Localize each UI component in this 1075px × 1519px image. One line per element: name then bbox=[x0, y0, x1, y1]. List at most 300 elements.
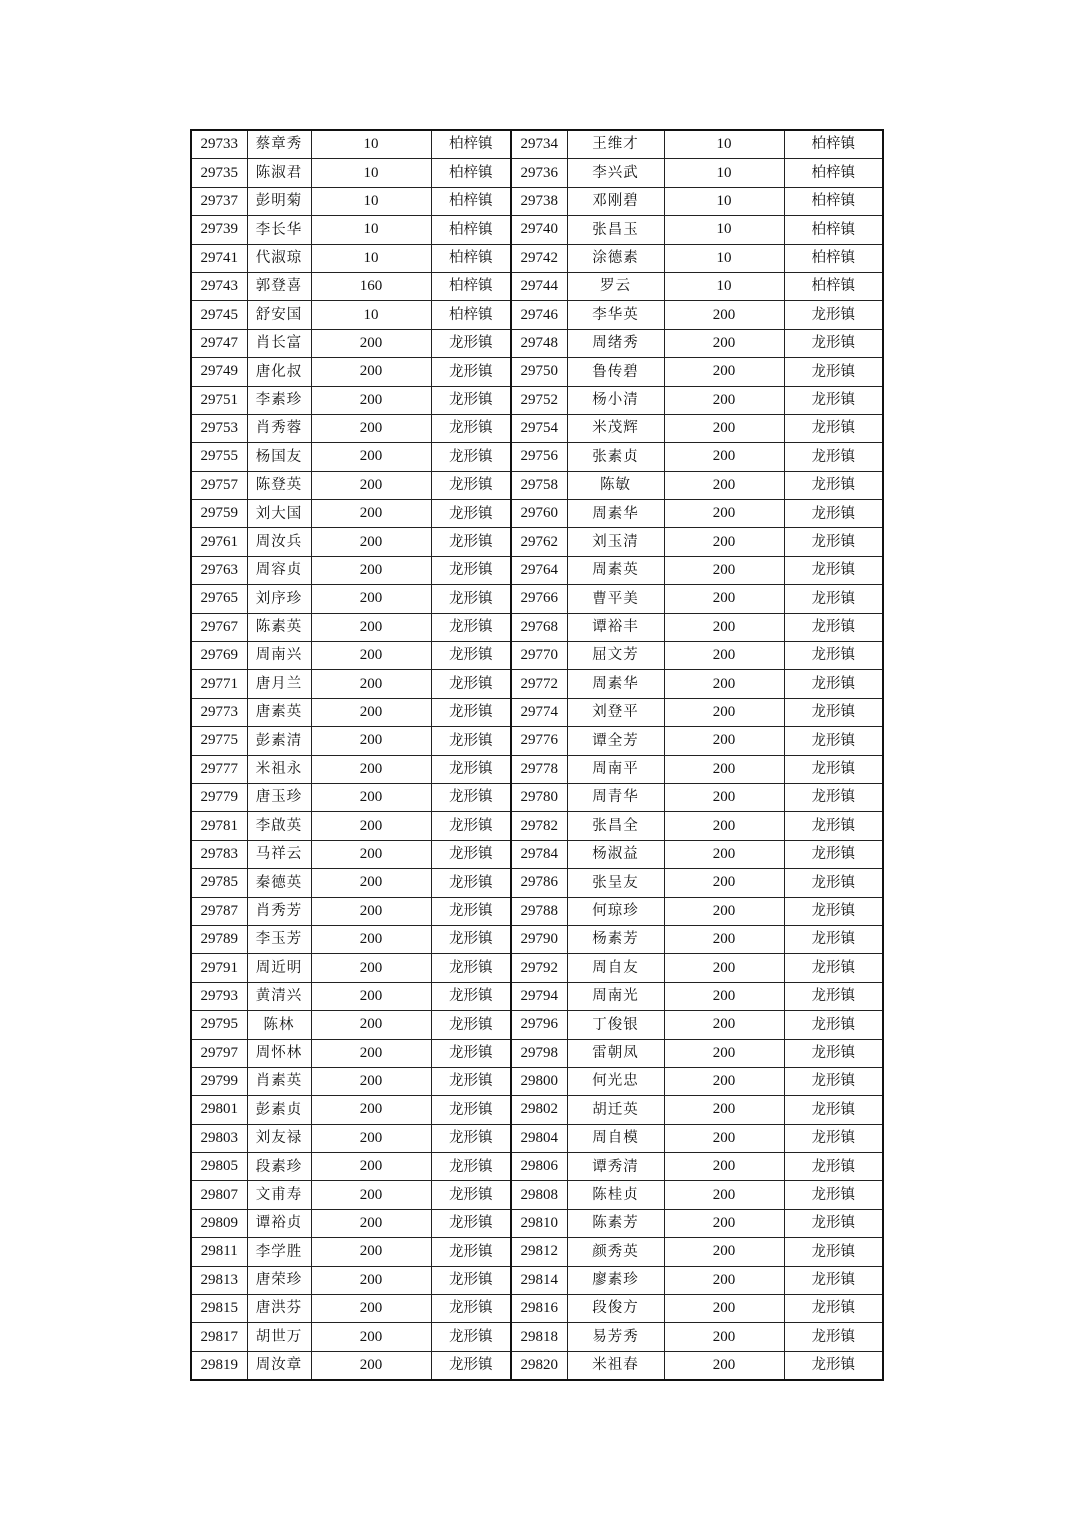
right-person-name: 罗云 bbox=[567, 272, 664, 300]
right-town: 龙形镇 bbox=[784, 670, 883, 698]
table-row bbox=[191, 1096, 883, 1124]
left-record-id: 29737 bbox=[191, 187, 247, 215]
right-amount: 200 bbox=[664, 1238, 784, 1266]
left-town: 龙形镇 bbox=[431, 954, 511, 982]
right-person-name: 周素华 bbox=[567, 500, 664, 528]
left-town: 龙形镇 bbox=[431, 1209, 511, 1237]
right-person-name: 陈素芳 bbox=[567, 1209, 664, 1237]
right-town: 龙形镇 bbox=[784, 1351, 883, 1380]
right-person-name: 李兴武 bbox=[567, 159, 664, 187]
table-row bbox=[191, 698, 883, 726]
left-person-name: 黄清兴 bbox=[247, 982, 311, 1010]
table-row bbox=[191, 301, 883, 329]
left-town: 龙形镇 bbox=[431, 812, 511, 840]
right-record-id: 29780 bbox=[511, 783, 567, 811]
right-person-name: 何琼珍 bbox=[567, 897, 664, 925]
left-person-name: 陈淑君 bbox=[247, 159, 311, 187]
left-person-name: 彭素贞 bbox=[247, 1096, 311, 1124]
right-person-name: 丁俊银 bbox=[567, 1011, 664, 1039]
table-row bbox=[191, 755, 883, 783]
right-amount: 200 bbox=[664, 727, 784, 755]
right-person-name: 鲁传碧 bbox=[567, 358, 664, 386]
left-record-id: 29819 bbox=[191, 1351, 247, 1380]
right-record-id: 29816 bbox=[511, 1295, 567, 1323]
right-person-name: 屈文芳 bbox=[567, 642, 664, 670]
right-person-name: 何光忠 bbox=[567, 1067, 664, 1095]
left-person-name: 彭明菊 bbox=[247, 187, 311, 215]
right-record-id: 29760 bbox=[511, 500, 567, 528]
right-record-id: 29808 bbox=[511, 1181, 567, 1209]
left-town: 龙形镇 bbox=[431, 500, 511, 528]
right-town: 龙形镇 bbox=[784, 869, 883, 897]
left-record-id: 29755 bbox=[191, 443, 247, 471]
right-amount: 200 bbox=[664, 556, 784, 584]
right-record-id: 29766 bbox=[511, 585, 567, 613]
table-row bbox=[191, 443, 883, 471]
right-town: 龙形镇 bbox=[784, 1124, 883, 1152]
left-record-id: 29767 bbox=[191, 613, 247, 641]
right-town: 龙形镇 bbox=[784, 1209, 883, 1237]
left-amount: 200 bbox=[311, 443, 431, 471]
right-person-name: 刘登平 bbox=[567, 698, 664, 726]
left-record-id: 29775 bbox=[191, 727, 247, 755]
right-record-id: 29820 bbox=[511, 1351, 567, 1380]
left-person-name: 彭素清 bbox=[247, 727, 311, 755]
right-person-name: 张昌玉 bbox=[567, 216, 664, 244]
right-person-name: 张昌全 bbox=[567, 812, 664, 840]
right-person-name: 周南光 bbox=[567, 982, 664, 1010]
left-record-id: 29811 bbox=[191, 1238, 247, 1266]
left-record-id: 29769 bbox=[191, 642, 247, 670]
left-amount: 10 bbox=[311, 216, 431, 244]
left-record-id: 29817 bbox=[191, 1323, 247, 1351]
left-town: 龙形镇 bbox=[431, 783, 511, 811]
right-amount: 200 bbox=[664, 1096, 784, 1124]
left-person-name: 舒安国 bbox=[247, 301, 311, 329]
right-record-id: 29772 bbox=[511, 670, 567, 698]
right-person-name: 杨素芳 bbox=[567, 925, 664, 953]
right-amount: 200 bbox=[664, 812, 784, 840]
table-row bbox=[191, 869, 883, 897]
right-record-id: 29796 bbox=[511, 1011, 567, 1039]
right-person-name: 周青华 bbox=[567, 783, 664, 811]
left-town: 龙形镇 bbox=[431, 1153, 511, 1181]
left-record-id: 29749 bbox=[191, 358, 247, 386]
left-person-name: 陈素英 bbox=[247, 613, 311, 641]
right-town: 龙形镇 bbox=[784, 1238, 883, 1266]
left-record-id: 29813 bbox=[191, 1266, 247, 1294]
left-town: 龙形镇 bbox=[431, 1011, 511, 1039]
left-person-name: 代淑琼 bbox=[247, 244, 311, 272]
left-amount: 200 bbox=[311, 1153, 431, 1181]
left-amount: 200 bbox=[311, 1209, 431, 1237]
left-amount: 200 bbox=[311, 1295, 431, 1323]
left-person-name: 唐洪芬 bbox=[247, 1295, 311, 1323]
table-row bbox=[191, 414, 883, 442]
right-amount: 200 bbox=[664, 1209, 784, 1237]
left-town: 龙形镇 bbox=[431, 727, 511, 755]
left-town: 柏梓镇 bbox=[431, 244, 511, 272]
left-town: 龙形镇 bbox=[431, 840, 511, 868]
right-town: 龙形镇 bbox=[784, 1067, 883, 1095]
left-amount: 200 bbox=[311, 670, 431, 698]
right-town: 龙形镇 bbox=[784, 414, 883, 442]
left-person-name: 周怀林 bbox=[247, 1039, 311, 1067]
right-town: 龙形镇 bbox=[784, 755, 883, 783]
table-row bbox=[191, 471, 883, 499]
right-amount: 200 bbox=[664, 1295, 784, 1323]
right-amount: 200 bbox=[664, 1067, 784, 1095]
left-town: 龙形镇 bbox=[431, 1124, 511, 1152]
right-person-name: 周自模 bbox=[567, 1124, 664, 1152]
right-town: 龙形镇 bbox=[784, 613, 883, 641]
right-record-id: 29810 bbox=[511, 1209, 567, 1237]
right-record-id: 29756 bbox=[511, 443, 567, 471]
right-town: 龙形镇 bbox=[784, 500, 883, 528]
right-record-id: 29746 bbox=[511, 301, 567, 329]
left-amount: 200 bbox=[311, 727, 431, 755]
right-person-name: 周南平 bbox=[567, 755, 664, 783]
left-person-name: 唐素英 bbox=[247, 698, 311, 726]
left-town: 龙形镇 bbox=[431, 471, 511, 499]
left-town: 龙形镇 bbox=[431, 670, 511, 698]
left-amount: 200 bbox=[311, 1323, 431, 1351]
right-record-id: 29788 bbox=[511, 897, 567, 925]
left-town: 龙形镇 bbox=[431, 642, 511, 670]
right-person-name: 廖素珍 bbox=[567, 1266, 664, 1294]
table-row bbox=[191, 1181, 883, 1209]
right-town: 龙形镇 bbox=[784, 1181, 883, 1209]
left-amount: 200 bbox=[311, 925, 431, 953]
right-amount: 200 bbox=[664, 585, 784, 613]
table-row bbox=[191, 159, 883, 187]
right-amount: 200 bbox=[664, 925, 784, 953]
right-amount: 10 bbox=[664, 272, 784, 300]
right-record-id: 29806 bbox=[511, 1153, 567, 1181]
left-amount: 200 bbox=[311, 897, 431, 925]
left-record-id: 29805 bbox=[191, 1153, 247, 1181]
left-person-name: 胡世万 bbox=[247, 1323, 311, 1351]
right-amount: 200 bbox=[664, 954, 784, 982]
left-record-id: 29745 bbox=[191, 301, 247, 329]
right-record-id: 29764 bbox=[511, 556, 567, 584]
right-person-name: 周素华 bbox=[567, 670, 664, 698]
left-person-name: 陈登英 bbox=[247, 471, 311, 499]
left-person-name: 肖秀蓉 bbox=[247, 414, 311, 442]
left-person-name: 郭登喜 bbox=[247, 272, 311, 300]
table-row bbox=[191, 244, 883, 272]
left-town: 柏梓镇 bbox=[431, 216, 511, 244]
left-person-name: 肖素英 bbox=[247, 1067, 311, 1095]
left-record-id: 29797 bbox=[191, 1039, 247, 1067]
right-town: 龙形镇 bbox=[784, 358, 883, 386]
right-amount: 200 bbox=[664, 471, 784, 499]
left-record-id: 29773 bbox=[191, 698, 247, 726]
right-amount: 200 bbox=[664, 358, 784, 386]
table-row bbox=[191, 1266, 883, 1294]
table-row bbox=[191, 982, 883, 1010]
left-town: 龙形镇 bbox=[431, 1039, 511, 1067]
table-row bbox=[191, 528, 883, 556]
left-record-id: 29787 bbox=[191, 897, 247, 925]
left-record-id: 29801 bbox=[191, 1096, 247, 1124]
right-town: 龙形镇 bbox=[784, 1323, 883, 1351]
left-amount: 200 bbox=[311, 698, 431, 726]
left-town: 龙形镇 bbox=[431, 698, 511, 726]
right-amount: 200 bbox=[664, 329, 784, 357]
right-town: 龙形镇 bbox=[784, 1096, 883, 1124]
left-person-name: 唐月兰 bbox=[247, 670, 311, 698]
left-record-id: 29809 bbox=[191, 1209, 247, 1237]
right-person-name: 张素贞 bbox=[567, 443, 664, 471]
right-amount: 200 bbox=[664, 301, 784, 329]
left-person-name: 李玉芳 bbox=[247, 925, 311, 953]
table-row bbox=[191, 1323, 883, 1351]
left-record-id: 29747 bbox=[191, 329, 247, 357]
right-town: 龙形镇 bbox=[784, 783, 883, 811]
right-person-name: 刘玉清 bbox=[567, 528, 664, 556]
right-town: 龙形镇 bbox=[784, 556, 883, 584]
left-amount: 10 bbox=[311, 130, 431, 159]
left-town: 龙形镇 bbox=[431, 585, 511, 613]
right-amount: 10 bbox=[664, 187, 784, 215]
right-amount: 200 bbox=[664, 500, 784, 528]
left-town: 龙形镇 bbox=[431, 1067, 511, 1095]
right-person-name: 颜秀英 bbox=[567, 1238, 664, 1266]
right-record-id: 29748 bbox=[511, 329, 567, 357]
right-amount: 200 bbox=[664, 642, 784, 670]
left-amount: 200 bbox=[311, 329, 431, 357]
right-person-name: 米祖春 bbox=[567, 1351, 664, 1380]
table-row bbox=[191, 670, 883, 698]
right-town: 龙形镇 bbox=[784, 812, 883, 840]
left-person-name: 陈林 bbox=[247, 1011, 311, 1039]
right-town: 龙形镇 bbox=[784, 925, 883, 953]
left-town: 龙形镇 bbox=[431, 1323, 511, 1351]
left-amount: 200 bbox=[311, 1124, 431, 1152]
left-person-name: 周汝章 bbox=[247, 1351, 311, 1380]
right-record-id: 29762 bbox=[511, 528, 567, 556]
left-town: 龙形镇 bbox=[431, 556, 511, 584]
left-record-id: 29753 bbox=[191, 414, 247, 442]
right-town: 柏梓镇 bbox=[784, 187, 883, 215]
right-town: 龙形镇 bbox=[784, 954, 883, 982]
left-record-id: 29799 bbox=[191, 1067, 247, 1095]
table-row bbox=[191, 1153, 883, 1181]
right-record-id: 29800 bbox=[511, 1067, 567, 1095]
left-town: 龙形镇 bbox=[431, 1181, 511, 1209]
left-town: 柏梓镇 bbox=[431, 159, 511, 187]
right-person-name: 王维才 bbox=[567, 130, 664, 159]
right-person-name: 谭裕丰 bbox=[567, 613, 664, 641]
right-amount: 10 bbox=[664, 244, 784, 272]
right-record-id: 29770 bbox=[511, 642, 567, 670]
table-row bbox=[191, 1124, 883, 1152]
left-amount: 200 bbox=[311, 358, 431, 386]
left-person-name: 李素珍 bbox=[247, 386, 311, 414]
left-person-name: 蔡章秀 bbox=[247, 130, 311, 159]
right-town: 龙形镇 bbox=[784, 727, 883, 755]
right-person-name: 段俊方 bbox=[567, 1295, 664, 1323]
left-person-name: 李学胜 bbox=[247, 1238, 311, 1266]
table-row bbox=[191, 386, 883, 414]
table-row bbox=[191, 727, 883, 755]
left-record-id: 29791 bbox=[191, 954, 247, 982]
table-row bbox=[191, 954, 883, 982]
table-row bbox=[191, 500, 883, 528]
left-town: 柏梓镇 bbox=[431, 130, 511, 159]
left-person-name: 米祖永 bbox=[247, 755, 311, 783]
right-record-id: 29790 bbox=[511, 925, 567, 953]
left-town: 龙形镇 bbox=[431, 869, 511, 897]
right-town: 龙形镇 bbox=[784, 301, 883, 329]
left-amount: 200 bbox=[311, 386, 431, 414]
right-record-id: 29750 bbox=[511, 358, 567, 386]
right-person-name: 周素英 bbox=[567, 556, 664, 584]
right-town: 龙形镇 bbox=[784, 528, 883, 556]
right-record-id: 29782 bbox=[511, 812, 567, 840]
table-row bbox=[191, 613, 883, 641]
left-amount: 200 bbox=[311, 471, 431, 499]
left-amount: 200 bbox=[311, 954, 431, 982]
right-person-name: 邓刚碧 bbox=[567, 187, 664, 215]
left-person-name: 段素珍 bbox=[247, 1153, 311, 1181]
left-amount: 200 bbox=[311, 840, 431, 868]
right-town: 龙形镇 bbox=[784, 386, 883, 414]
right-town: 龙形镇 bbox=[784, 443, 883, 471]
left-record-id: 29763 bbox=[191, 556, 247, 584]
left-amount: 200 bbox=[311, 642, 431, 670]
right-amount: 200 bbox=[664, 755, 784, 783]
left-amount: 200 bbox=[311, 812, 431, 840]
right-record-id: 29814 bbox=[511, 1266, 567, 1294]
right-person-name: 易芳秀 bbox=[567, 1323, 664, 1351]
left-amount: 200 bbox=[311, 528, 431, 556]
right-person-name: 杨小清 bbox=[567, 386, 664, 414]
table-row bbox=[191, 1011, 883, 1039]
left-town: 龙形镇 bbox=[431, 358, 511, 386]
right-amount: 200 bbox=[664, 528, 784, 556]
left-person-name: 唐化叔 bbox=[247, 358, 311, 386]
left-record-id: 29785 bbox=[191, 869, 247, 897]
left-amount: 200 bbox=[311, 869, 431, 897]
right-person-name: 雷朝凤 bbox=[567, 1039, 664, 1067]
left-amount: 200 bbox=[311, 1067, 431, 1095]
right-town: 龙形镇 bbox=[784, 897, 883, 925]
right-town: 柏梓镇 bbox=[784, 130, 883, 159]
right-person-name: 曹平美 bbox=[567, 585, 664, 613]
right-person-name: 陈桂贞 bbox=[567, 1181, 664, 1209]
left-person-name: 李啟英 bbox=[247, 812, 311, 840]
right-amount: 200 bbox=[664, 1011, 784, 1039]
right-amount: 200 bbox=[664, 414, 784, 442]
left-amount: 200 bbox=[311, 1039, 431, 1067]
right-record-id: 29736 bbox=[511, 159, 567, 187]
right-amount: 200 bbox=[664, 840, 784, 868]
left-town: 龙形镇 bbox=[431, 1266, 511, 1294]
right-town: 龙形镇 bbox=[784, 1011, 883, 1039]
table-row bbox=[191, 556, 883, 584]
right-amount: 200 bbox=[664, 443, 784, 471]
left-town: 龙形镇 bbox=[431, 755, 511, 783]
right-amount: 200 bbox=[664, 783, 784, 811]
left-person-name: 周近明 bbox=[247, 954, 311, 982]
table-row bbox=[191, 187, 883, 215]
table-row bbox=[191, 1238, 883, 1266]
right-record-id: 29818 bbox=[511, 1323, 567, 1351]
left-record-id: 29761 bbox=[191, 528, 247, 556]
table-row bbox=[191, 897, 883, 925]
table-row bbox=[191, 783, 883, 811]
left-record-id: 29735 bbox=[191, 159, 247, 187]
right-person-name: 米茂辉 bbox=[567, 414, 664, 442]
left-amount: 200 bbox=[311, 1238, 431, 1266]
right-person-name: 谭全芳 bbox=[567, 727, 664, 755]
left-person-name: 唐荣珍 bbox=[247, 1266, 311, 1294]
right-amount: 200 bbox=[664, 1323, 784, 1351]
right-record-id: 29812 bbox=[511, 1238, 567, 1266]
right-town: 龙形镇 bbox=[784, 1295, 883, 1323]
right-record-id: 29740 bbox=[511, 216, 567, 244]
right-record-id: 29744 bbox=[511, 272, 567, 300]
left-person-name: 刘大国 bbox=[247, 500, 311, 528]
right-record-id: 29742 bbox=[511, 244, 567, 272]
left-town: 龙形镇 bbox=[431, 443, 511, 471]
left-person-name: 刘序珍 bbox=[247, 585, 311, 613]
right-person-name: 张呈友 bbox=[567, 869, 664, 897]
table-row bbox=[191, 812, 883, 840]
left-amount: 200 bbox=[311, 1011, 431, 1039]
left-town: 龙形镇 bbox=[431, 414, 511, 442]
right-record-id: 29774 bbox=[511, 698, 567, 726]
right-town: 龙形镇 bbox=[784, 642, 883, 670]
right-amount: 200 bbox=[664, 1039, 784, 1067]
left-town: 龙形镇 bbox=[431, 1096, 511, 1124]
left-person-name: 周汝兵 bbox=[247, 528, 311, 556]
left-person-name: 刘友禄 bbox=[247, 1124, 311, 1152]
left-town: 龙形镇 bbox=[431, 925, 511, 953]
left-town: 龙形镇 bbox=[431, 386, 511, 414]
table-row bbox=[191, 1351, 883, 1380]
left-record-id: 29779 bbox=[191, 783, 247, 811]
right-record-id: 29804 bbox=[511, 1124, 567, 1152]
right-record-id: 29758 bbox=[511, 471, 567, 499]
table-row bbox=[191, 840, 883, 868]
right-amount: 200 bbox=[664, 613, 784, 641]
right-person-name: 谭秀清 bbox=[567, 1153, 664, 1181]
right-town: 柏梓镇 bbox=[784, 159, 883, 187]
right-amount: 200 bbox=[664, 1153, 784, 1181]
right-record-id: 29754 bbox=[511, 414, 567, 442]
left-record-id: 29759 bbox=[191, 500, 247, 528]
right-person-name: 李华英 bbox=[567, 301, 664, 329]
table-row bbox=[191, 642, 883, 670]
left-amount: 200 bbox=[311, 585, 431, 613]
right-amount: 200 bbox=[664, 670, 784, 698]
table-row bbox=[191, 1295, 883, 1323]
right-record-id: 29784 bbox=[511, 840, 567, 868]
left-record-id: 29757 bbox=[191, 471, 247, 499]
right-record-id: 29786 bbox=[511, 869, 567, 897]
right-record-id: 29738 bbox=[511, 187, 567, 215]
right-town: 龙形镇 bbox=[784, 1039, 883, 1067]
left-amount: 200 bbox=[311, 982, 431, 1010]
left-amount: 200 bbox=[311, 783, 431, 811]
left-person-name: 马祥云 bbox=[247, 840, 311, 868]
left-record-id: 29793 bbox=[191, 982, 247, 1010]
left-amount: 10 bbox=[311, 159, 431, 187]
table-row bbox=[191, 1039, 883, 1067]
